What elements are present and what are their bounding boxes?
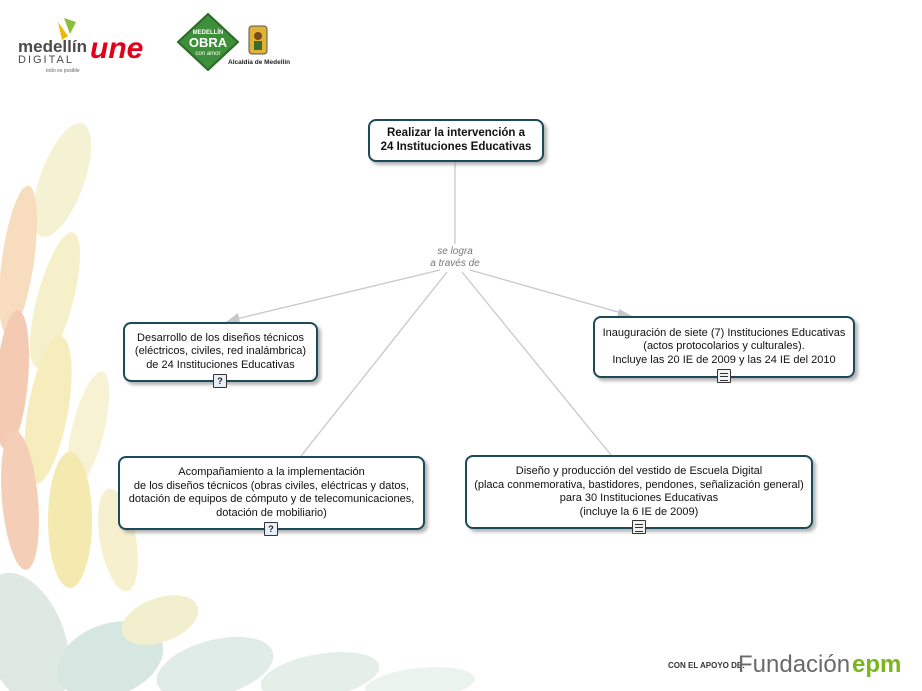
- link-label-to-left: [232, 270, 440, 320]
- svg-text:Alcaldía de Medellín: Alcaldía de Medellín: [228, 59, 291, 66]
- svg-text:Fundación: Fundación: [738, 651, 851, 678]
- connection-lines: [232, 162, 625, 456]
- svg-text:todo es posible: todo es posible: [46, 68, 80, 74]
- question-document-icon[interactable]: ?: [213, 374, 227, 388]
- question-document-icon[interactable]: ?: [264, 522, 278, 536]
- logo-alcaldia-medellin: [228, 26, 290, 66]
- svg-text:epm: epm: [852, 651, 902, 678]
- concept-node-inauguracion[interactable]: Inauguración de siete (7) Instituciones Educativas (actos protocolarios y culturales). Incluye las 20 IE de 2009 y las 24 IE del 2010: [593, 316, 855, 378]
- svg-text:con amor: con amor: [195, 51, 221, 57]
- lined-document-icon[interactable]: [717, 369, 731, 383]
- link-label-to-bottom-right: [462, 272, 611, 455]
- root-concept-node[interactable]: Realizar la intervención a 24 Instituciones Educativas: [368, 119, 544, 162]
- arrow-heads: [226, 309, 632, 323]
- svg-text:OBRA: OBRA: [188, 35, 228, 50]
- lined-document-icon[interactable]: [632, 520, 646, 534]
- logo-une: [90, 32, 143, 65]
- link-label-to-right: [470, 270, 625, 314]
- svg-text:MEDELLÍN: MEDELLÍN: [192, 30, 224, 36]
- logo-medellin-digital: [18, 18, 87, 74]
- concept-node-vestido-escuela-digital[interactable]: Diseño y producción del vestido de Escuela Digital (placa conmemorativa, bastidores, pendones, señalización general) para 30 Instituciones Educativas (incluye la 6 IE de 2009): [465, 455, 813, 529]
- svg-text:CON EL APOYO DE:: CON EL APOYO DE:: [668, 661, 745, 670]
- svg-text:une: une: [90, 32, 144, 65]
- footer-support: [668, 651, 901, 678]
- svg-text:medellín: medellín: [18, 37, 87, 56]
- concept-node-acompanamiento[interactable]: Acompañamiento a la implementación de los diseños técnicos (obras civiles, eléctricas y datos, dotación de equipos de cómputo y de telecomunicaciones, dotación de mobiliario): [118, 456, 425, 530]
- link-label-se-logra: se logra a través de: [430, 246, 480, 269]
- concept-node-disenos-tecnicos[interactable]: Desarrollo de los diseños técnicos (eléctricos, civiles, red inalámbrica) de 24 Instituciones Educativas: [123, 322, 318, 382]
- link-label-to-bottom-left: [301, 272, 447, 456]
- svg-text:DIGITAL: DIGITAL: [18, 54, 74, 66]
